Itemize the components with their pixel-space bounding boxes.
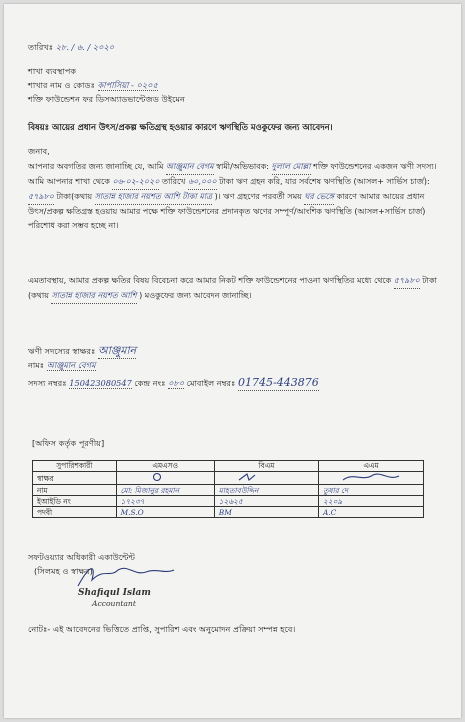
- table-row: [33, 507, 424, 518]
- table-header: এএম: [319, 461, 424, 472]
- balance-words-fill: সাতান্ন হাজার নয়শত আশি টাকা মাত্র: [95, 190, 212, 205]
- application-document: [4, 4, 461, 718]
- footer-note: নোটঃ- এই আবেদনের ভিত্তিতে প্রাপ্তি, সুপারিশ এবং অনুমোদন প্রক্রিয়া সম্পন্ন হবে।: [28, 624, 296, 634]
- table-cell: স্বাক্ষর: [33, 472, 117, 485]
- date-label: তারিখঃ: [28, 42, 54, 52]
- table-cell: BM: [214, 507, 318, 518]
- p1-text-1: আপনার অবগতির জন্য জানাচ্ছি যে, আমি: [28, 162, 164, 171]
- recommendation-table: [32, 460, 424, 518]
- member-no-value: 150423080547: [69, 378, 132, 388]
- am-signature: [323, 472, 419, 482]
- member-name-fill: আঞ্জুমান বেগম: [166, 160, 214, 175]
- member-info-line: [28, 376, 319, 391]
- msos-signature: [121, 472, 207, 482]
- table-cell: নাম: [33, 485, 117, 496]
- table-header-row: [33, 461, 424, 472]
- member-name-label: নামঃ: [28, 360, 45, 370]
- table-cell: ইআইডি নং: [33, 496, 117, 507]
- table-cell: ১৭২৩৭: [116, 496, 214, 507]
- recipient: শাখা ব্যবস্থাপক: [28, 66, 77, 76]
- office-use-title: [অফিস কর্তৃক পূরণীয়]: [32, 438, 105, 448]
- paragraph-2: [28, 274, 440, 304]
- seal-instruction: (সিলমহ ও স্বাক্ষর): [34, 566, 93, 576]
- member-no-label: সদস্য নম্বরঃ: [28, 378, 67, 388]
- table-cell: ১২৬২৫: [214, 496, 318, 507]
- date-line: [28, 42, 114, 52]
- table-cell: M.S.O: [116, 507, 214, 518]
- subject-line: বিষয়ঃ আয়ের প্রধান উৎস/প্রকল্প ক্ষতিগ্রস্থ হওয়ার কারণে ঋণস্থিতি মওকুফের জন্য আবেদন।: [28, 122, 333, 132]
- table-header: সুপারিশকারী: [33, 461, 117, 472]
- p1-text-4: তারিখে: [161, 177, 186, 186]
- p1-text-2: স্বামী/অভিভাবক:: [216, 162, 269, 171]
- waiver-amount-fill: ৫৭৯৮০: [394, 274, 420, 289]
- balance-fill: ৫৭৯৮০: [28, 190, 54, 205]
- table-row: [33, 496, 424, 507]
- mobile-label: মোবাইল নম্বরঃ: [186, 378, 236, 388]
- table-cell: তুষার দে: [319, 485, 424, 496]
- accountant-stamp: [78, 588, 162, 609]
- p1-text-3: শক্তি ফাউন্ডেশনের একজন ঋণী সদস্য। আমি আপনার শাখা থেকে: [28, 162, 437, 186]
- p1-text-5: টাকা ঋণ গ্রহন করি, যার সর্বশেষ ঋণস্থিতি (আসল+ সার্ভিস চার্জ):: [219, 177, 430, 186]
- center-label: কেন্দ্র নংঃ: [134, 378, 166, 388]
- table-header: এমএসও: [116, 461, 214, 472]
- p2-text-3: ) মওকুফের জন্য আবেদন জানাচ্ছি।: [139, 291, 252, 300]
- member-sig-label: ঋণী সদস্যের স্বাক্ষরঃ: [28, 346, 96, 356]
- table-row: [33, 485, 424, 496]
- branch-label: শাখার নাম ও কোডঃ: [28, 80, 95, 90]
- table-header: বিএম: [214, 461, 318, 472]
- date-value: ২৮. / ৬. / ২০২০: [55, 42, 115, 52]
- member-signature: আঞ্জুমান: [98, 344, 137, 357]
- p1-text-6: টাকা(কথায়: [56, 192, 93, 201]
- loan-date-fill: ০৬-০২-২০২০: [112, 175, 159, 190]
- member-name-line: [28, 360, 96, 371]
- salutation: জনাব,: [28, 146, 50, 156]
- p1-text-7: )। ঋণ গ্রহণের পরবর্তী সময়: [214, 192, 302, 201]
- signature-cell: [116, 472, 214, 485]
- accountant-role: সফটওয়্যার অধিকারী একাউন্টেন্ট: [28, 552, 136, 562]
- table-cell: পদবী: [33, 507, 117, 518]
- center-value: ০৮০: [168, 378, 185, 388]
- guardian-fill: দুলাল মোল্লা: [272, 160, 311, 175]
- p2-text-1: এমতাবস্থায়, আমার প্রকল্প ক্ষতির বিষয় বিবেচনা করে আমার নিকট শক্তি ফাউন্ডেশনের পাওনা ঋণস্থিতির মধ্যে থেকে: [28, 276, 392, 285]
- signature-cell: [214, 472, 318, 485]
- table-row: [33, 472, 424, 485]
- paragraph-1: [28, 160, 440, 233]
- p1-text-8: কারণে আমার আয়ের প্রধান উৎস/প্রকল্প ক্ষতিগ্রস্ত হওয়ায় আমার পক্ষে শক্তি ফাউন্ডেশনের প্রদানকৃত ঋণের সম্পূর্ণ/আংশিক ঋণস্থিতি (আসল+সার্ভিস চার্জ) পরিশোধ করা সম্ভব হচ্ছে না।: [28, 192, 426, 230]
- reason-fill: ঘর ভেঙ্গে: [304, 190, 334, 205]
- table-cell: মো: মিজানুর রহমান: [116, 485, 214, 496]
- branch-value: কাপাসিয়া - ০২০৫: [97, 80, 158, 90]
- table-cell: মাহতাবউদ্দিন: [214, 485, 318, 496]
- signature-cell: [319, 472, 424, 485]
- stamp-name: Shafiqul Islam: [78, 588, 151, 598]
- member-signature-line: [28, 344, 136, 359]
- table-cell: A.C: [319, 507, 424, 518]
- bm-signature: [219, 472, 311, 482]
- stamp-role: Accountant: [92, 599, 136, 609]
- loan-amount-fill: ৬০,০০০: [188, 175, 217, 190]
- mobile-value: 01745-443876: [238, 376, 319, 389]
- waiver-words-fill: সাতান্ন হাজার নয়শত আশি: [51, 289, 136, 304]
- table-cell: ২২০৯: [319, 496, 424, 507]
- member-name-value: আঞ্জুমান বেগম: [46, 360, 96, 370]
- organization: শক্তি ফাউন্ডেশন ফর ডিসঅ্যাডভান্টেজড উইমেন: [28, 94, 185, 104]
- branch-line: [28, 80, 158, 91]
- p2-text-2: টাকা (কথায়: [28, 276, 437, 300]
